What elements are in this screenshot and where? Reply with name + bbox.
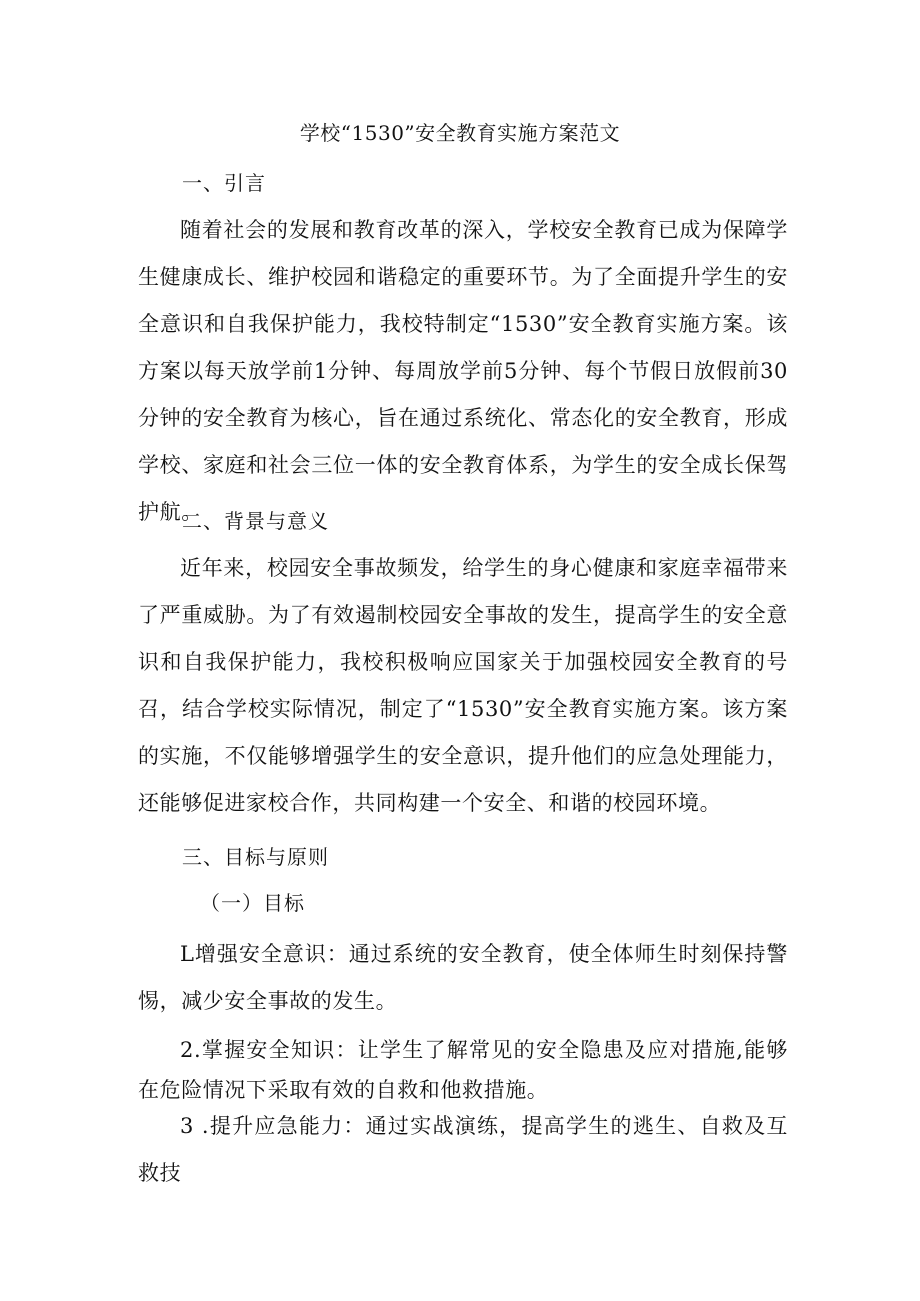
subsection-heading-goals: （一）目标 [200, 891, 305, 915]
goal-item-2: 2.掌握安全知识：让学生了解常见的安全隐患及应对措施,能够在危险情况下采取有效的自救和他救措施。 [138, 1038, 788, 1102]
section-paragraph-introduction: 随着社会的发展和教育改革的深入，学校安全教育已成为保障学生健康成长、维护校园和谐稳定的重要环节。为了全面提升学生的安全意识和自我保护能力，我校特制定“1530”安全教育实施方案。该方案以每天放学前1分钟、每周放学前5分钟、每个节假日放假前30分钟的安全教育为核心，旨在通过系统化、常态化的安全教育，形成学校、家庭和社会三位一体的安全教育体系，为学生的安全成长保驾护航。 [138, 218, 788, 524]
goal-item-3: 3 .提升应急能力：通过实战演练，提高学生的逃生、自救及互救技 [138, 1114, 788, 1185]
section-paragraph-background: 近年来，校园安全事故频发，给学生的身心健康和家庭幸福带来了严重威胁。为了有效遏制校园安全事故的发生，提高学生的安全意识和自我保护能力，我校积极响应国家关于加强校园安全教育的号召，结合学校实际情况，制定了“1530”安全教育实施方案。该方案的实施，不仅能够增强学生的安全意识，提升他们的应急处理能力，还能够促进家校合作，共同构建一个安全、和谐的校园环境。 [138, 556, 788, 815]
section-heading-introduction: 一、引言 [182, 171, 266, 195]
section-heading-background: 二、背景与意义 [182, 509, 329, 533]
goal-item-1: L增强安全意识：通过系统的安全教育，使全体师生时刻保持警惕，减少安全事故的发生。 [138, 942, 788, 1013]
section-heading-goals-principles: 三、目标与原则 [182, 845, 329, 869]
document-title: 学校“1530”安全教育实施方案范文 [299, 121, 621, 145]
